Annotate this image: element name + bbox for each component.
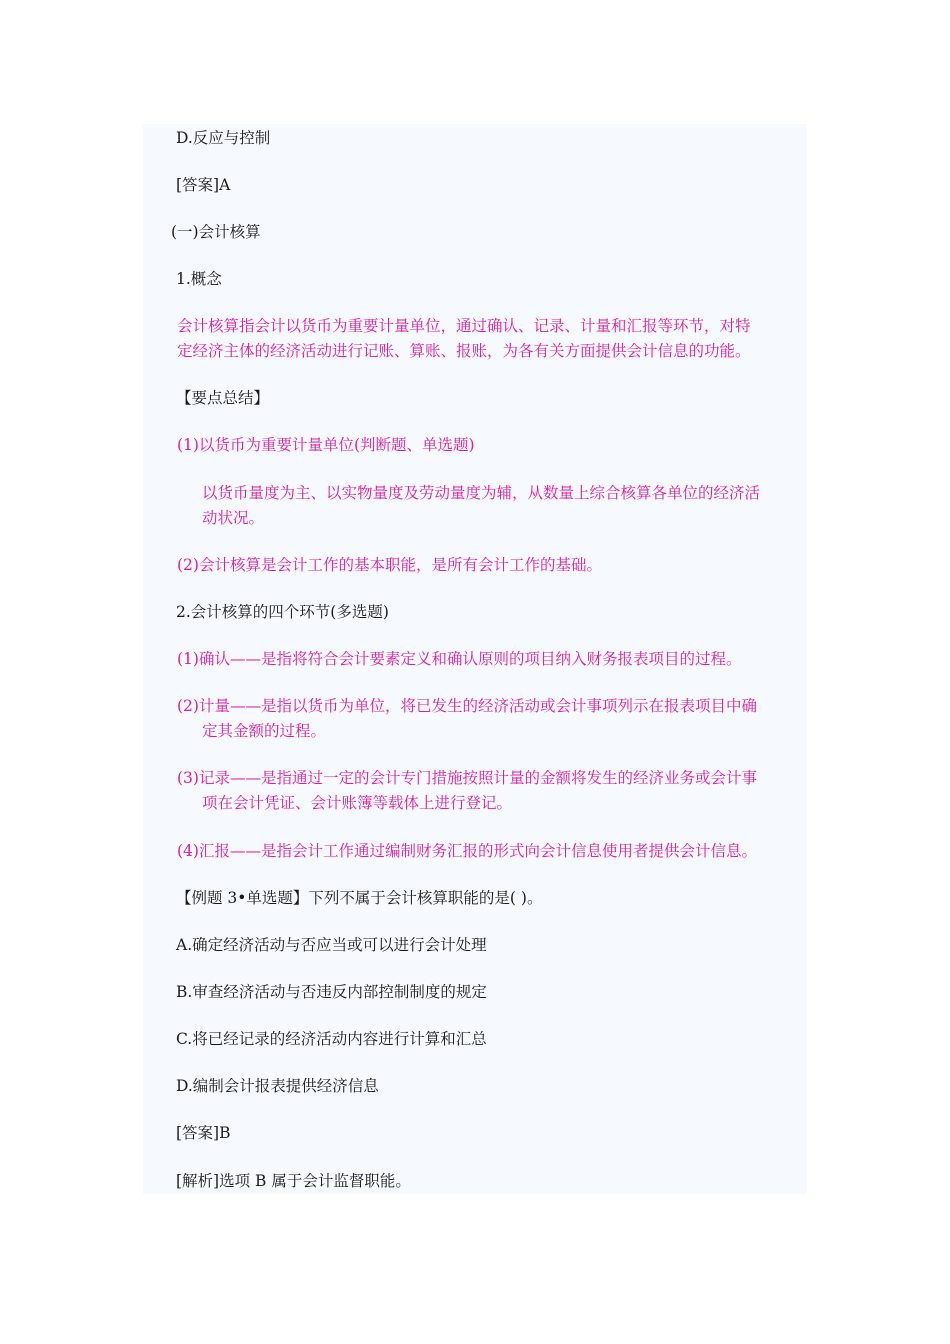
step-measurement-line-2: 定其金额的过程。 bbox=[202, 722, 327, 740]
step-recognition: (1)确认——是指将符合会计要素定义和确认原则的项目纳入财务报表项目的过程。 bbox=[177, 650, 742, 668]
concept-text-line-2: 定经济主体的经济活动进行记账、算账、报账，为各有关方面提供会计信息的功能。 bbox=[177, 342, 751, 360]
explanation: [解析]选项 B 属于会计监督职能。 bbox=[176, 1172, 411, 1190]
example-question: 【例题 3•单选题】下列不属于会计核算职能的是( )。 bbox=[176, 889, 543, 907]
option-b: B.审查经济活动与否违反内部控制制度的规定 bbox=[176, 983, 487, 1001]
answer-prev: [答案]A bbox=[176, 176, 231, 194]
option-d-prev: D.反应与控制 bbox=[176, 129, 271, 147]
step-recording-line-2: 项在会计凭证、会计账簿等载体上进行登记。 bbox=[202, 794, 513, 812]
answer: [答案]B bbox=[176, 1124, 231, 1142]
option-d: D.编制会计报表提供经济信息 bbox=[176, 1077, 379, 1095]
step-measurement-line-1: (2)计量——是指以货币为单位，将已发生的经济活动或会计事项列示在报表项目中确 bbox=[177, 697, 757, 715]
step-recording-line-1: (3)记录——是指通过一定的会计专门措施按照计量的金额将发生的经济业务或会计事 bbox=[177, 769, 757, 787]
concept-text-line-1: 会计核算指会计以货币为重要计量单位，通过确认、记录、计量和汇报等环节，对特 bbox=[177, 317, 751, 335]
section-heading-accounting: (一)会计核算 bbox=[171, 223, 261, 241]
key-point-1-detail-line-1: 以货币量度为主、以实物量度及劳动量度为辅，从数量上综合核算各单位的经济活 bbox=[202, 484, 761, 502]
key-points-heading: 【要点总结】 bbox=[176, 389, 270, 407]
key-point-1: (1)以货币为重要计量单位(判断题、单选题) bbox=[177, 436, 475, 454]
key-point-2: (2)会计核算是会计工作的基本职能，是所有会计工作的基础。 bbox=[177, 556, 602, 574]
key-point-1-detail-line-2: 动状况。 bbox=[202, 509, 265, 527]
option-a: A.确定经济活动与否应当或可以进行会计处理 bbox=[176, 936, 487, 954]
option-c: C.将已经记录的经济活动内容进行计算和汇总 bbox=[176, 1030, 487, 1048]
subheading-concept: 1.概念 bbox=[176, 270, 222, 288]
subheading-four-steps: 2.会计核算的四个环节(多选题) bbox=[176, 603, 389, 621]
step-reporting: (4)汇报——是指会计工作通过编制财务汇报的形式向会计信息使用者提供会计信息。 bbox=[177, 842, 757, 860]
